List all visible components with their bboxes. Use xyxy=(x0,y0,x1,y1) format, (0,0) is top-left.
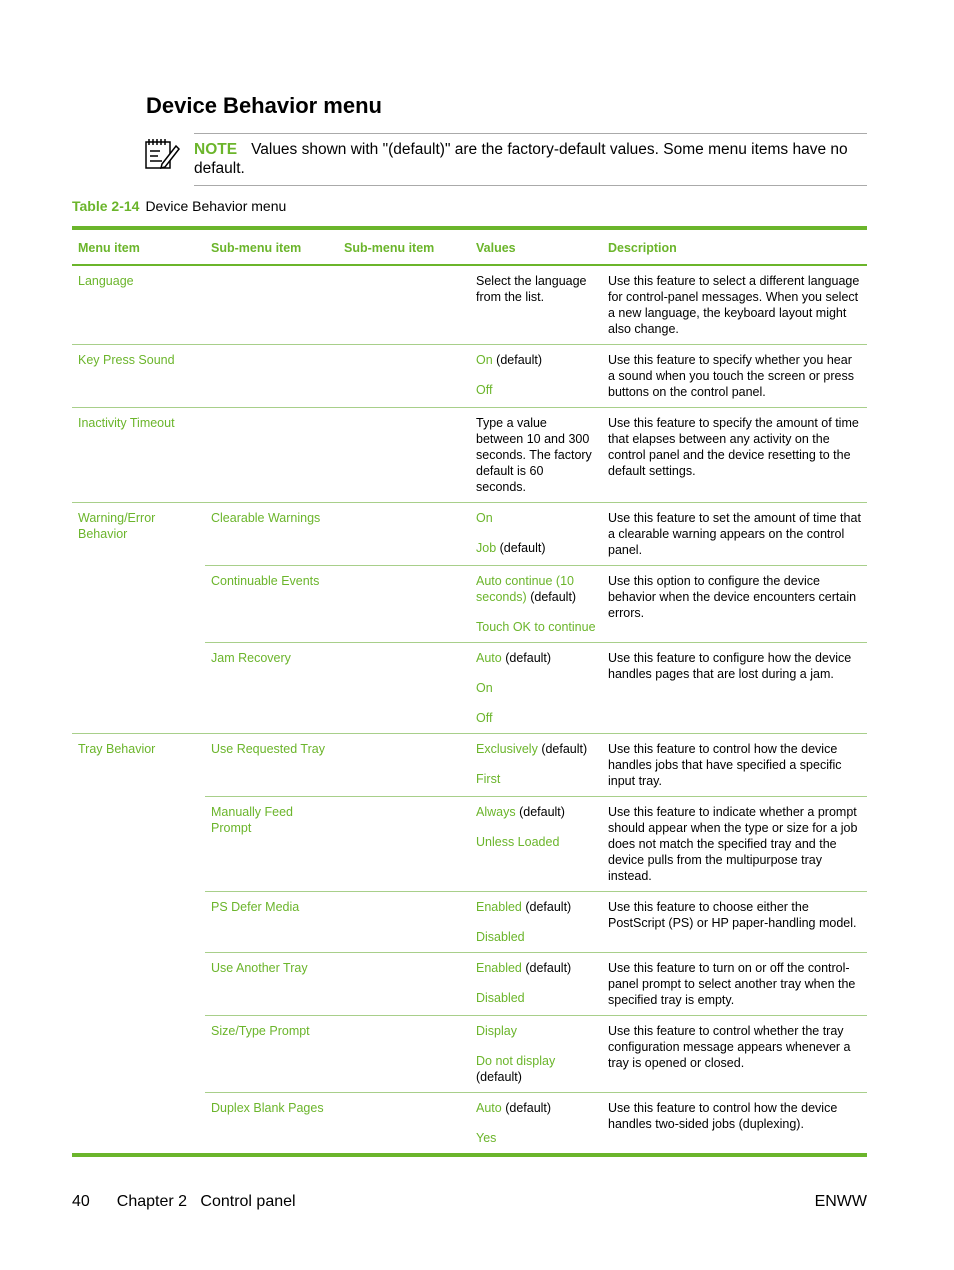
sub-menu-item-link xyxy=(205,265,338,345)
value-entry xyxy=(476,273,596,305)
values-cell xyxy=(470,566,602,643)
menu-item-link[interactable]: Inactivity Timeout xyxy=(72,408,205,503)
value-link[interactable]: On xyxy=(476,353,493,367)
sub-menu-item-link[interactable]: Size/Type Prompt xyxy=(205,1016,338,1093)
note-box xyxy=(194,133,867,186)
value-link[interactable]: Disabled xyxy=(476,930,525,944)
note-text: Values shown with "(default)" are the factory-default values. Some menu items have no default. xyxy=(194,141,848,177)
sub-menu-item-link[interactable]: PS Defer Media xyxy=(205,892,338,953)
value-entry xyxy=(476,680,596,696)
value-entry xyxy=(476,650,596,666)
values-cell xyxy=(470,1093,602,1156)
value-link[interactable]: Auto xyxy=(476,651,502,665)
device-behavior-table xyxy=(72,226,867,1157)
values-cell xyxy=(470,345,602,408)
sub-menu-item-link[interactable]: Clearable Warnings xyxy=(205,503,338,566)
table-row xyxy=(72,734,867,797)
table-header-row xyxy=(72,228,867,265)
description-cell: Use this feature to indicate whether a prompt should appear when the type or size for a job does not match the specified tray and the device pulls from the multipurpose tray instead. xyxy=(602,797,867,892)
default-marker: (default) xyxy=(525,961,572,975)
table-row xyxy=(72,503,867,566)
value-entry xyxy=(476,510,596,526)
value-entry xyxy=(476,573,596,605)
table-row xyxy=(72,408,867,503)
header-sub-menu-item-2: Sub-menu item xyxy=(338,228,470,265)
sub-menu-item-2-cell xyxy=(338,643,470,734)
default-marker: (default) xyxy=(530,590,577,604)
value-entry xyxy=(476,710,596,726)
sub-menu-item-2-cell xyxy=(338,797,470,892)
description-cell: Use this feature to configure how the device handles pages that are lost during a jam. xyxy=(602,643,867,734)
sub-menu-item-2-cell xyxy=(338,345,470,408)
value-entry xyxy=(476,1023,596,1039)
description-cell: Use this feature to turn on or off the control-panel prompt to select another tray when the specified tray is empty. xyxy=(602,953,867,1016)
value-link[interactable]: Auto continue (10 seconds) xyxy=(476,574,574,604)
table-row xyxy=(72,265,867,345)
value-entry xyxy=(476,352,596,368)
sub-menu-item-link[interactable]: Use Another Tray xyxy=(205,953,338,1016)
value-entry xyxy=(476,1100,596,1116)
table-body xyxy=(72,265,867,1155)
menu-item-link[interactable]: Tray Behavior xyxy=(72,734,205,1156)
description-cell: Use this feature to control whether the tray configuration message appears whenever a tray is opened or closed. xyxy=(602,1016,867,1093)
values-cell xyxy=(470,734,602,797)
value-link[interactable]: First xyxy=(476,772,501,786)
note-pencil-icon xyxy=(144,137,180,171)
sub-menu-item-2-cell xyxy=(338,892,470,953)
values-cell xyxy=(470,643,602,734)
value-entry xyxy=(476,960,596,976)
values-cell xyxy=(470,953,602,1016)
value-entry xyxy=(476,929,596,945)
value-link[interactable]: Disabled xyxy=(476,991,525,1005)
description-cell: Use this feature to control how the device handles two-sided jobs (duplexing). xyxy=(608,1101,838,1131)
value-link[interactable]: Unless Loaded xyxy=(476,835,560,849)
page-footer-left xyxy=(72,1193,296,1211)
sub-menu-item-2-cell xyxy=(338,1093,470,1156)
menu-item-link[interactable]: Warning/Error Behavior xyxy=(72,503,205,734)
sub-menu-item-link[interactable]: Jam Recovery xyxy=(205,643,338,734)
menu-item-link[interactable]: Language xyxy=(72,265,205,345)
note-label: NOTE xyxy=(194,141,238,158)
table-caption xyxy=(72,198,286,214)
values-cell xyxy=(470,797,602,892)
value-entry xyxy=(476,990,596,1006)
value-link[interactable]: Job xyxy=(476,541,497,555)
value-link[interactable]: Display xyxy=(476,1024,517,1038)
description-cell: Use this feature to specify whether you hear a sound when you touch the screen or press buttons on the control panel. xyxy=(602,345,867,408)
default-marker: (default) xyxy=(499,541,546,555)
values-cell xyxy=(470,503,602,566)
values-cell xyxy=(470,265,602,345)
header-description: Description xyxy=(602,228,867,265)
header-values: Values xyxy=(470,228,602,265)
value-entry xyxy=(476,619,596,635)
value-text: Select the language from the list. xyxy=(476,274,587,304)
sub-menu-item-2-cell xyxy=(338,265,470,345)
sub-menu-item-link xyxy=(205,408,338,503)
sub-menu-item-2-cell xyxy=(338,734,470,797)
default-marker: (default) xyxy=(476,1070,522,1084)
value-entry xyxy=(476,899,596,915)
values-cell xyxy=(470,408,602,503)
default-marker: (default) xyxy=(496,353,543,367)
value-link[interactable]: Yes xyxy=(476,1131,497,1145)
value-entry xyxy=(476,1053,596,1085)
value-entry xyxy=(476,1130,596,1146)
value-link[interactable]: Do not display xyxy=(476,1054,556,1068)
default-marker: (default) xyxy=(525,900,572,914)
sub-menu-item-link[interactable]: Duplex Blank Pages xyxy=(211,1101,324,1115)
page-footer-right: ENWW xyxy=(814,1193,867,1210)
value-link[interactable]: Enabled xyxy=(476,961,522,975)
description-cell: Use this feature to choose either the PostScript (PS) or HP paper-handling model. xyxy=(602,892,867,953)
value-link[interactable]: Exclusively xyxy=(476,742,538,756)
value-entry xyxy=(476,804,596,820)
description-cell: Use this feature to select a different language for control-panel messages. When you select a new language, the keyboard layout might also change. xyxy=(602,265,867,345)
value-entry xyxy=(476,741,596,757)
value-link[interactable]: Off xyxy=(476,711,493,725)
page-number: 40 xyxy=(72,1193,90,1210)
sub-menu-item-link[interactable]: Use Requested Tray xyxy=(205,734,338,797)
default-marker: (default) xyxy=(505,651,552,665)
value-entry xyxy=(476,771,596,787)
header-menu-item: Menu item xyxy=(72,228,205,265)
table-caption-label: Table 2-14 xyxy=(72,198,140,214)
default-marker: (default) xyxy=(519,805,565,819)
values-cell xyxy=(470,892,602,953)
default-marker: (default) xyxy=(505,1101,552,1115)
description-cell: Use this option to configure the device behavior when the device encounters certain errors. xyxy=(602,566,867,643)
sub-menu-item-2-cell xyxy=(338,1016,470,1093)
description-cell: Use this feature to specify the amount of time that elapses between any activity on the control panel and the device resetting to the default settings. xyxy=(602,408,867,503)
value-link[interactable]: Off xyxy=(476,383,493,397)
value-link[interactable]: Auto xyxy=(476,1101,502,1115)
chapter-label: Chapter 2 Control panel xyxy=(116,1193,296,1210)
sub-menu-item-2-cell xyxy=(338,566,470,643)
description-cell: Use this feature to set the amount of time that a clearable warning appears on the control panel. xyxy=(602,503,867,566)
menu-item-link[interactable]: Key Press Sound xyxy=(72,345,205,408)
value-link[interactable]: Enabled xyxy=(476,900,522,914)
value-link[interactable]: Touch OK to continue xyxy=(476,620,596,634)
sub-menu-item-2-cell xyxy=(338,408,470,503)
value-link[interactable]: On xyxy=(476,681,493,695)
table-caption-text: Device Behavior menu xyxy=(145,198,287,214)
header-sub-menu-item: Sub-menu item xyxy=(205,228,338,265)
default-marker: (default) xyxy=(541,742,588,756)
value-entry xyxy=(476,834,596,850)
sub-menu-item-link[interactable]: Manually Feed Prompt xyxy=(205,797,338,892)
description-cell: Use this feature to control how the device handles jobs that have specified a specific input tray. xyxy=(602,734,867,797)
value-entry xyxy=(476,382,596,398)
sub-menu-item-2-cell xyxy=(338,503,470,566)
table-row xyxy=(72,345,867,408)
page-title: Device Behavior menu xyxy=(146,93,382,118)
value-entry xyxy=(476,540,596,556)
sub-menu-item-2-cell xyxy=(338,953,470,1016)
value-link[interactable]: On xyxy=(476,511,493,525)
values-cell xyxy=(470,1016,602,1093)
value-link[interactable]: Always xyxy=(476,805,516,819)
value-entry xyxy=(476,415,596,495)
sub-menu-item-link[interactable]: Continuable Events xyxy=(205,566,338,643)
sub-menu-item-link xyxy=(205,345,338,408)
value-text: Type a value between 10 and 300 seconds. The factory default is 60 seconds. xyxy=(476,416,592,494)
